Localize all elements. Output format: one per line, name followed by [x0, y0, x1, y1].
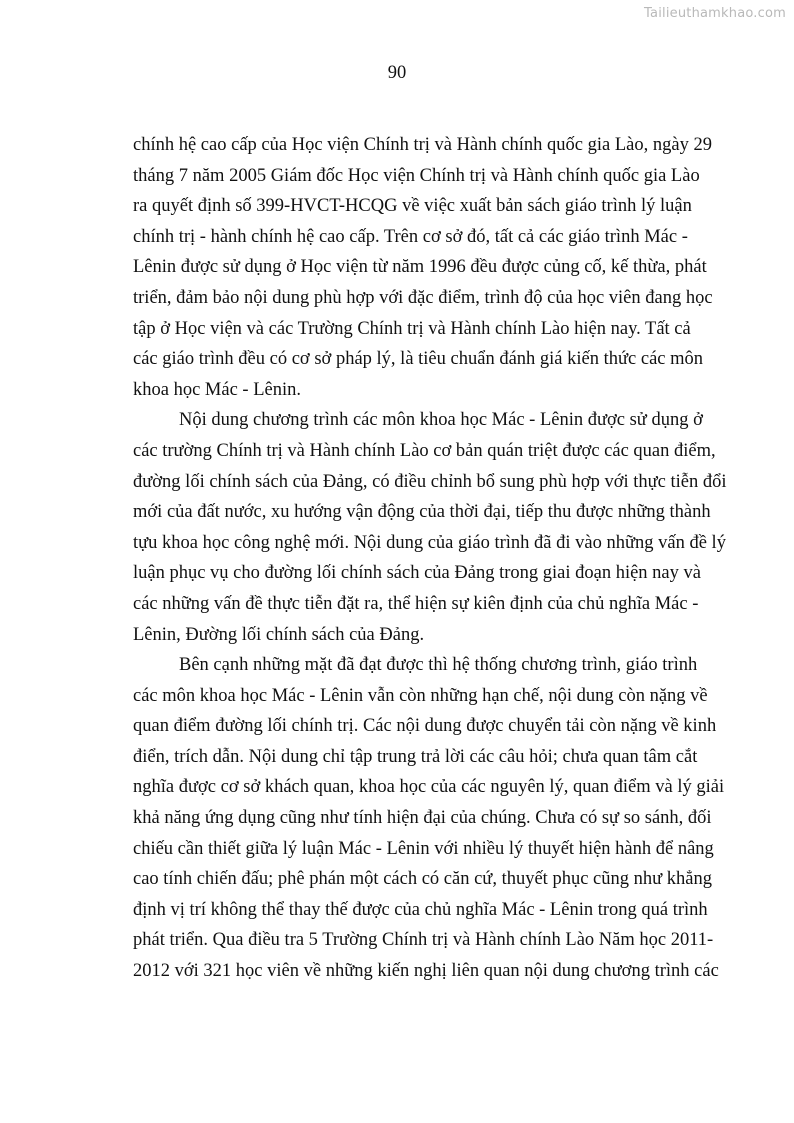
- text-line: định vị trí không thể thay thế được của chủ nghĩa Mác - Lênin trong quá trình: [133, 899, 708, 920]
- text-line: luận phục vụ cho đường lối chính sách của Đảng trong giai đoạn hiện nay và: [133, 563, 701, 584]
- text-line: tập ở Học viện và các Trường Chính trị và Hành chính Lào hiện nay. Tất cả: [133, 318, 691, 339]
- text-line: mới của đất nước, xu hướng vận động của thời đại, tiếp thu được những thành: [133, 502, 711, 523]
- text-line: các môn khoa học Mác - Lênin vẫn còn những hạn chế, nội dung còn nặng về: [133, 685, 708, 706]
- text-line: chính hệ cao cấp của Học viện Chính trị và Hành chính quốc gia Lào, ngày 29: [133, 135, 712, 155]
- text-line: các trường Chính trị và Hành chính Lào cơ bản quán triệt được các quan điểm,: [133, 440, 716, 461]
- text-line: Lênin được sử dụng ở Học viện từ năm 1996 đều được củng cố, kế thừa, phát: [133, 257, 707, 278]
- watermark: Tailieuthamkhao.com: [644, 6, 786, 21]
- text-line: quan điểm đường lối chính trị. Các nội dung được chuyển tải còn nặng về kinh: [133, 716, 717, 737]
- page-number: 90: [387, 63, 407, 83]
- text-line: khả năng ứng dụng cũng như tính hiện đại của chúng. Chưa có sự so sánh, đối: [133, 808, 712, 829]
- text-line: 2012 với 321 học viên về những kiến nghị liên quan nội dung chương trình các: [133, 961, 719, 982]
- text-line: chính trị - hành chính hệ cao cấp. Trên cơ sở đó, tất cả các giáo trình Mác -: [133, 226, 688, 247]
- text-line: chiếu cần thiết giữa lý luận Mác - Lênin với nhiều lý thuyết hiện hành để nâng: [133, 838, 714, 859]
- text-line: điển, trích dẫn. Nội dung chỉ tập trung trả lời các câu hỏi; chưa quan tâm cắt: [133, 746, 698, 767]
- text-line: Bên cạnh những mặt đã đạt được thì hệ thống chương trình, giáo trình: [179, 655, 698, 676]
- text-line: các giáo trình đều có cơ sở pháp lý, là tiêu chuẩn đánh giá kiến thức các môn: [133, 349, 704, 370]
- text-line: Nội dung chương trình các môn khoa học Mác - Lênin được sử dụng ở: [179, 410, 703, 431]
- paragraph: [133, 405, 727, 650]
- text-line: các những vấn đề thực tiễn đặt ra, thể hiện sự kiên định của chủ nghĩa Mác -: [133, 593, 699, 614]
- paragraph: [133, 130, 713, 405]
- text-line: tựu khoa học công nghệ mới. Nội dung của giáo trình đã đi vào những vấn đề lý: [133, 532, 726, 553]
- paragraph: [133, 650, 725, 987]
- text-line: phát triển. Qua điều tra 5 Trường Chính trị và Hành chính Lào Năm học 2011-: [133, 930, 714, 951]
- text-line: tháng 7 năm 2005 Giám đốc Học viện Chính trị và Hành chính quốc gia Lào: [133, 165, 700, 186]
- text-line: nghĩa được cơ sở khách quan, khoa học của các nguyên lý, quan điểm và lý giải: [133, 777, 725, 798]
- text-line: Lênin, Đường lối chính sách của Đảng.: [133, 624, 425, 645]
- text-line: cao tính chiến đấu; phê phán một cách có căn cứ, thuyết phục cũng như khẳng: [133, 869, 712, 890]
- document-body: [133, 130, 727, 987]
- text-line: khoa học Mác - Lênin.: [133, 379, 301, 400]
- text-line: đường lối chính sách của Đảng, có điều chỉnh bổ sung phù hợp với thực tiễn đổi: [133, 471, 727, 492]
- text-line: triển, đảm bảo nội dung phù hợp với đặc điểm, trình độ của học viên đang học: [133, 287, 713, 308]
- text-line: ra quyết định số 399-HVCT-HCQG về việc xuất bản sách giáo trình lý luận: [133, 196, 692, 217]
